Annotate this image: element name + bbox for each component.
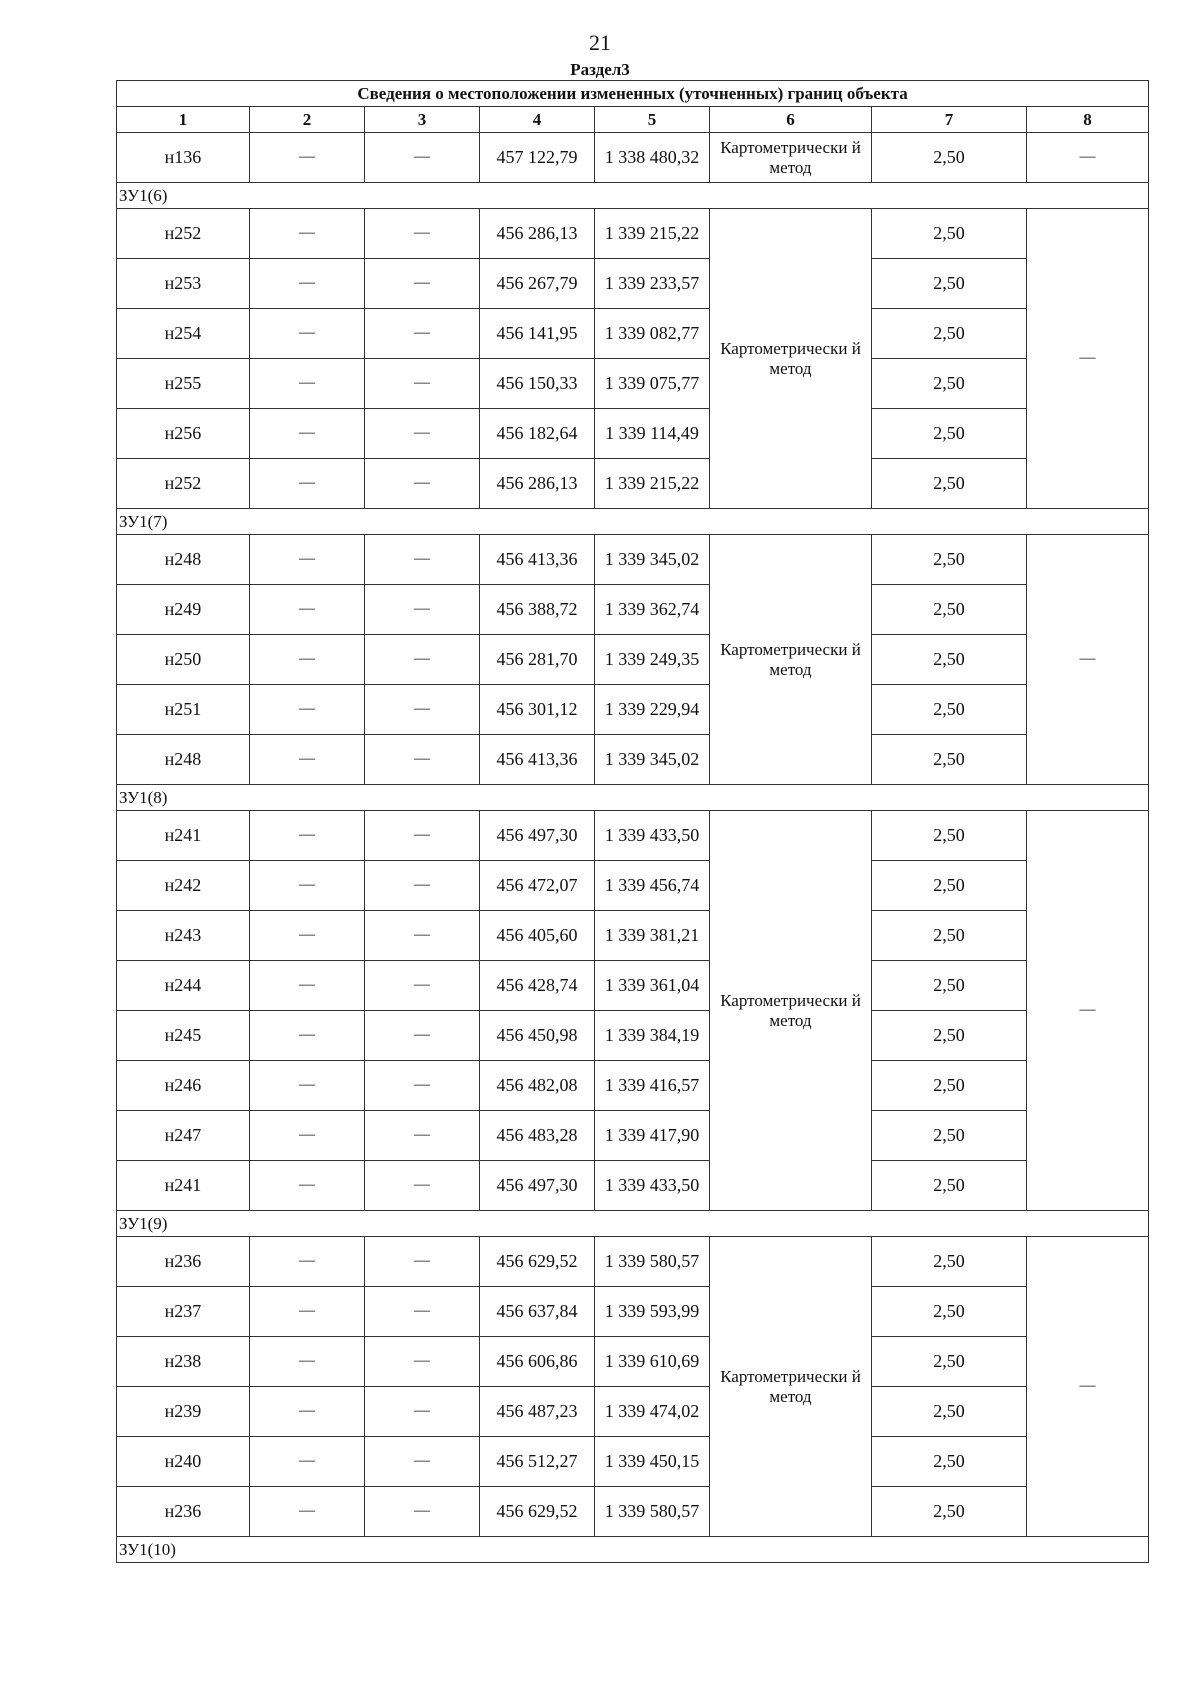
dash-cell: —: [365, 1161, 480, 1211]
coordinate-y: 1 339 610,69: [595, 1337, 710, 1387]
column-number: 6: [710, 107, 872, 133]
dash-cell: —: [365, 1061, 480, 1111]
coordinate-y: 1 338 480,32: [595, 133, 710, 183]
dash-cell: —: [250, 1011, 365, 1061]
point-name: н236: [117, 1237, 250, 1287]
point-name: н247: [117, 1111, 250, 1161]
dash-cell: —: [365, 359, 480, 409]
dash-cell: —: [365, 811, 480, 861]
coordinate-x: 456 286,13: [480, 459, 595, 509]
dash-cell: —: [250, 209, 365, 259]
coordinate-y: 1 339 580,57: [595, 1237, 710, 1287]
coordinate-x: 456 629,52: [480, 1487, 595, 1537]
coordinate-x: 456 286,13: [480, 209, 595, 259]
point-name: н244: [117, 961, 250, 1011]
dash-cell: —: [365, 1437, 480, 1487]
dash-cell: —: [250, 1437, 365, 1487]
coordinate-x: 456 606,86: [480, 1337, 595, 1387]
dash-cell: —: [1027, 1237, 1149, 1537]
point-name: н237: [117, 1287, 250, 1337]
dash-cell: —: [250, 585, 365, 635]
dash-cell: —: [250, 309, 365, 359]
coordinate-x: 456 413,36: [480, 535, 595, 585]
accuracy-cell: 2,50: [872, 1387, 1027, 1437]
column-number-row: [117, 107, 1149, 133]
dash-cell: —: [365, 1111, 480, 1161]
group-header-row: [117, 183, 1149, 209]
point-name: н136: [117, 133, 250, 183]
coordinate-y: 1 339 384,19: [595, 1011, 710, 1061]
point-name: н236: [117, 1487, 250, 1537]
table-row: [117, 635, 1149, 685]
table-row: [117, 1387, 1149, 1437]
table-row: [117, 811, 1149, 861]
coordinate-y: 1 339 249,35: [595, 635, 710, 685]
dash-cell: —: [250, 409, 365, 459]
coordinate-x: 456 388,72: [480, 585, 595, 635]
point-name: н250: [117, 635, 250, 685]
accuracy-cell: 2,50: [872, 259, 1027, 309]
coordinate-x: 456 637,84: [480, 1287, 595, 1337]
coordinate-x: 456 483,28: [480, 1111, 595, 1161]
table-row: [117, 1487, 1149, 1537]
coordinate-y: 1 339 233,57: [595, 259, 710, 309]
dash-cell: —: [250, 535, 365, 585]
accuracy-cell: 2,50: [872, 1111, 1027, 1161]
dash-cell: —: [365, 635, 480, 685]
dash-cell: —: [250, 911, 365, 961]
dash-cell: —: [365, 685, 480, 735]
point-name: н248: [117, 535, 250, 585]
table-row: [117, 1011, 1149, 1061]
method-cell: Картометрически й метод: [710, 209, 872, 509]
dash-cell: —: [250, 1487, 365, 1537]
dash-cell: —: [365, 133, 480, 183]
method-cell: Картометрически й метод: [710, 1237, 872, 1537]
dash-cell: —: [365, 309, 480, 359]
coordinate-y: 1 339 362,74: [595, 585, 710, 635]
dash-cell: —: [250, 1287, 365, 1337]
accuracy-cell: 2,50: [872, 409, 1027, 459]
accuracy-cell: 2,50: [872, 1287, 1027, 1337]
accuracy-cell: 2,50: [872, 911, 1027, 961]
coordinate-y: 1 339 082,77: [595, 309, 710, 359]
coordinate-x: 456 497,30: [480, 1161, 595, 1211]
method-cell: Картометрически й метод: [710, 133, 872, 183]
coordinate-y: 1 339 450,15: [595, 1437, 710, 1487]
coordinate-y: 1 339 345,02: [595, 735, 710, 785]
coordinate-x: 456 141,95: [480, 309, 595, 359]
coordinate-x: 456 301,12: [480, 685, 595, 735]
coordinate-x: 456 267,79: [480, 259, 595, 309]
dash-cell: —: [250, 685, 365, 735]
accuracy-cell: 2,50: [872, 309, 1027, 359]
dash-cell: —: [365, 1337, 480, 1387]
coordinate-y: 1 339 229,94: [595, 685, 710, 735]
coordinate-y: 1 339 114,49: [595, 409, 710, 459]
accuracy-cell: 2,50: [872, 209, 1027, 259]
dash-cell: —: [250, 1161, 365, 1211]
point-name: н245: [117, 1011, 250, 1061]
accuracy-cell: 2,50: [872, 585, 1027, 635]
table-row: [117, 1237, 1149, 1287]
point-name: н241: [117, 811, 250, 861]
dash-cell: —: [250, 811, 365, 861]
dash-cell: —: [250, 1061, 365, 1111]
dash-cell: —: [1027, 209, 1149, 509]
point-name: н254: [117, 309, 250, 359]
dash-cell: —: [365, 1237, 480, 1287]
dash-cell: —: [365, 535, 480, 585]
point-name: н252: [117, 459, 250, 509]
coordinate-y: 1 339 417,90: [595, 1111, 710, 1161]
group-label: ЗУ1(7): [117, 509, 1149, 535]
coordinate-x: 456 629,52: [480, 1237, 595, 1287]
accuracy-cell: 2,50: [872, 811, 1027, 861]
table-row: [117, 209, 1149, 259]
coordinate-x: 456 150,33: [480, 359, 595, 409]
group-header-row: [117, 1211, 1149, 1237]
dash-cell: —: [365, 409, 480, 459]
column-number: 8: [1027, 107, 1149, 133]
column-number: 4: [480, 107, 595, 133]
point-name: н249: [117, 585, 250, 635]
dash-cell: —: [365, 1011, 480, 1061]
coordinate-y: 1 339 433,50: [595, 1161, 710, 1211]
table-row: [117, 309, 1149, 359]
point-name: н256: [117, 409, 250, 459]
dash-cell: —: [365, 961, 480, 1011]
point-name: н252: [117, 209, 250, 259]
accuracy-cell: 2,50: [872, 1161, 1027, 1211]
table-row: [117, 1337, 1149, 1387]
method-cell: Картометрически й метод: [710, 811, 872, 1211]
dash-cell: —: [365, 459, 480, 509]
coordinate-x: 456 405,60: [480, 911, 595, 961]
accuracy-cell: 2,50: [872, 1011, 1027, 1061]
table-row: [117, 359, 1149, 409]
dash-cell: —: [250, 861, 365, 911]
coordinate-y: 1 339 433,50: [595, 811, 710, 861]
group-header-row: [117, 509, 1149, 535]
coordinate-x: 456 281,70: [480, 635, 595, 685]
group-header-row: [117, 1537, 1149, 1563]
table-row: [117, 585, 1149, 635]
coordinate-x: 456 512,27: [480, 1437, 595, 1487]
dash-cell: —: [365, 1287, 480, 1337]
column-number: 7: [872, 107, 1027, 133]
dash-cell: —: [250, 133, 365, 183]
dash-cell: —: [250, 1387, 365, 1437]
accuracy-cell: 2,50: [872, 685, 1027, 735]
table-row: [117, 911, 1149, 961]
point-name: н255: [117, 359, 250, 409]
point-name: н248: [117, 735, 250, 785]
coordinate-y: 1 339 474,02: [595, 1387, 710, 1437]
table-row: [117, 1061, 1149, 1111]
coordinate-y: 1 339 345,02: [595, 535, 710, 585]
point-name: н239: [117, 1387, 250, 1437]
page-number: 21: [589, 30, 611, 55]
dash-cell: —: [365, 861, 480, 911]
accuracy-cell: 2,50: [872, 359, 1027, 409]
point-name: н251: [117, 685, 250, 735]
table-row: [117, 685, 1149, 735]
coordinate-x: 456 182,64: [480, 409, 595, 459]
table-row: [117, 133, 1149, 183]
dash-cell: —: [365, 259, 480, 309]
table-row: [117, 535, 1149, 585]
table-row: [117, 961, 1149, 1011]
point-name: н241: [117, 1161, 250, 1211]
coordinate-y: 1 339 075,77: [595, 359, 710, 409]
group-header-row: [117, 785, 1149, 811]
coordinate-x: 456 487,23: [480, 1387, 595, 1437]
table-row: [117, 259, 1149, 309]
dash-cell: —: [250, 735, 365, 785]
coordinate-y: 1 339 416,57: [595, 1061, 710, 1111]
point-name: н246: [117, 1061, 250, 1111]
coordinate-x: 456 497,30: [480, 811, 595, 861]
accuracy-cell: 2,50: [872, 1437, 1027, 1487]
dash-cell: —: [1027, 535, 1149, 785]
group-label: ЗУ1(6): [117, 183, 1149, 209]
accuracy-cell: 2,50: [872, 1061, 1027, 1111]
dash-cell: —: [365, 585, 480, 635]
coordinate-y: 1 339 456,74: [595, 861, 710, 911]
column-number: 2: [250, 107, 365, 133]
column-number: 3: [365, 107, 480, 133]
dash-cell: —: [250, 1337, 365, 1387]
dash-cell: —: [365, 911, 480, 961]
section-title: Раздел3: [570, 60, 630, 79]
accuracy-cell: 2,50: [872, 133, 1027, 183]
dash-cell: —: [365, 1387, 480, 1437]
group-label: ЗУ1(10): [117, 1537, 1149, 1563]
table-row: [117, 1437, 1149, 1487]
accuracy-cell: 2,50: [872, 961, 1027, 1011]
table-row: [117, 861, 1149, 911]
dash-cell: —: [1027, 811, 1149, 1211]
coordinate-y: 1 339 361,04: [595, 961, 710, 1011]
boundary-coordinates-table: [116, 80, 1149, 1563]
accuracy-cell: 2,50: [872, 861, 1027, 911]
dash-cell: —: [250, 1111, 365, 1161]
accuracy-cell: 2,50: [872, 735, 1027, 785]
column-number: 1: [117, 107, 250, 133]
accuracy-cell: 2,50: [872, 1237, 1027, 1287]
dash-cell: —: [365, 735, 480, 785]
method-cell: Картометрически й метод: [710, 535, 872, 785]
coordinate-x: 456 413,36: [480, 735, 595, 785]
dash-cell: —: [250, 259, 365, 309]
dash-cell: —: [365, 1487, 480, 1537]
table-caption: Сведения о местоположении измененных (уточненных) границ объекта: [117, 81, 1149, 107]
coordinate-y: 1 339 580,57: [595, 1487, 710, 1537]
accuracy-cell: 2,50: [872, 459, 1027, 509]
coordinate-x: 456 472,07: [480, 861, 595, 911]
point-name: н242: [117, 861, 250, 911]
dash-cell: —: [250, 459, 365, 509]
coordinate-x: 456 450,98: [480, 1011, 595, 1061]
coordinate-y: 1 339 593,99: [595, 1287, 710, 1337]
dash-cell: —: [365, 209, 480, 259]
dash-cell: —: [1027, 133, 1149, 183]
accuracy-cell: 2,50: [872, 535, 1027, 585]
accuracy-cell: 2,50: [872, 635, 1027, 685]
table-row: [117, 1287, 1149, 1337]
dash-cell: —: [250, 961, 365, 1011]
point-name: н243: [117, 911, 250, 961]
group-label: ЗУ1(9): [117, 1211, 1149, 1237]
coordinate-y: 1 339 381,21: [595, 911, 710, 961]
coordinate-x: 457 122,79: [480, 133, 595, 183]
column-number: 5: [595, 107, 710, 133]
group-label: ЗУ1(8): [117, 785, 1149, 811]
accuracy-cell: 2,50: [872, 1487, 1027, 1537]
table-row: [117, 459, 1149, 509]
dash-cell: —: [250, 1237, 365, 1287]
coordinate-x: 456 482,08: [480, 1061, 595, 1111]
coordinate-x: 456 428,74: [480, 961, 595, 1011]
table-row: [117, 409, 1149, 459]
table-row: [117, 735, 1149, 785]
dash-cell: —: [250, 359, 365, 409]
coordinate-y: 1 339 215,22: [595, 459, 710, 509]
table-row: [117, 1111, 1149, 1161]
coordinate-y: 1 339 215,22: [595, 209, 710, 259]
point-name: н253: [117, 259, 250, 309]
table-row: [117, 1161, 1149, 1211]
accuracy-cell: 2,50: [872, 1337, 1027, 1387]
dash-cell: —: [250, 635, 365, 685]
point-name: н238: [117, 1337, 250, 1387]
point-name: н240: [117, 1437, 250, 1487]
